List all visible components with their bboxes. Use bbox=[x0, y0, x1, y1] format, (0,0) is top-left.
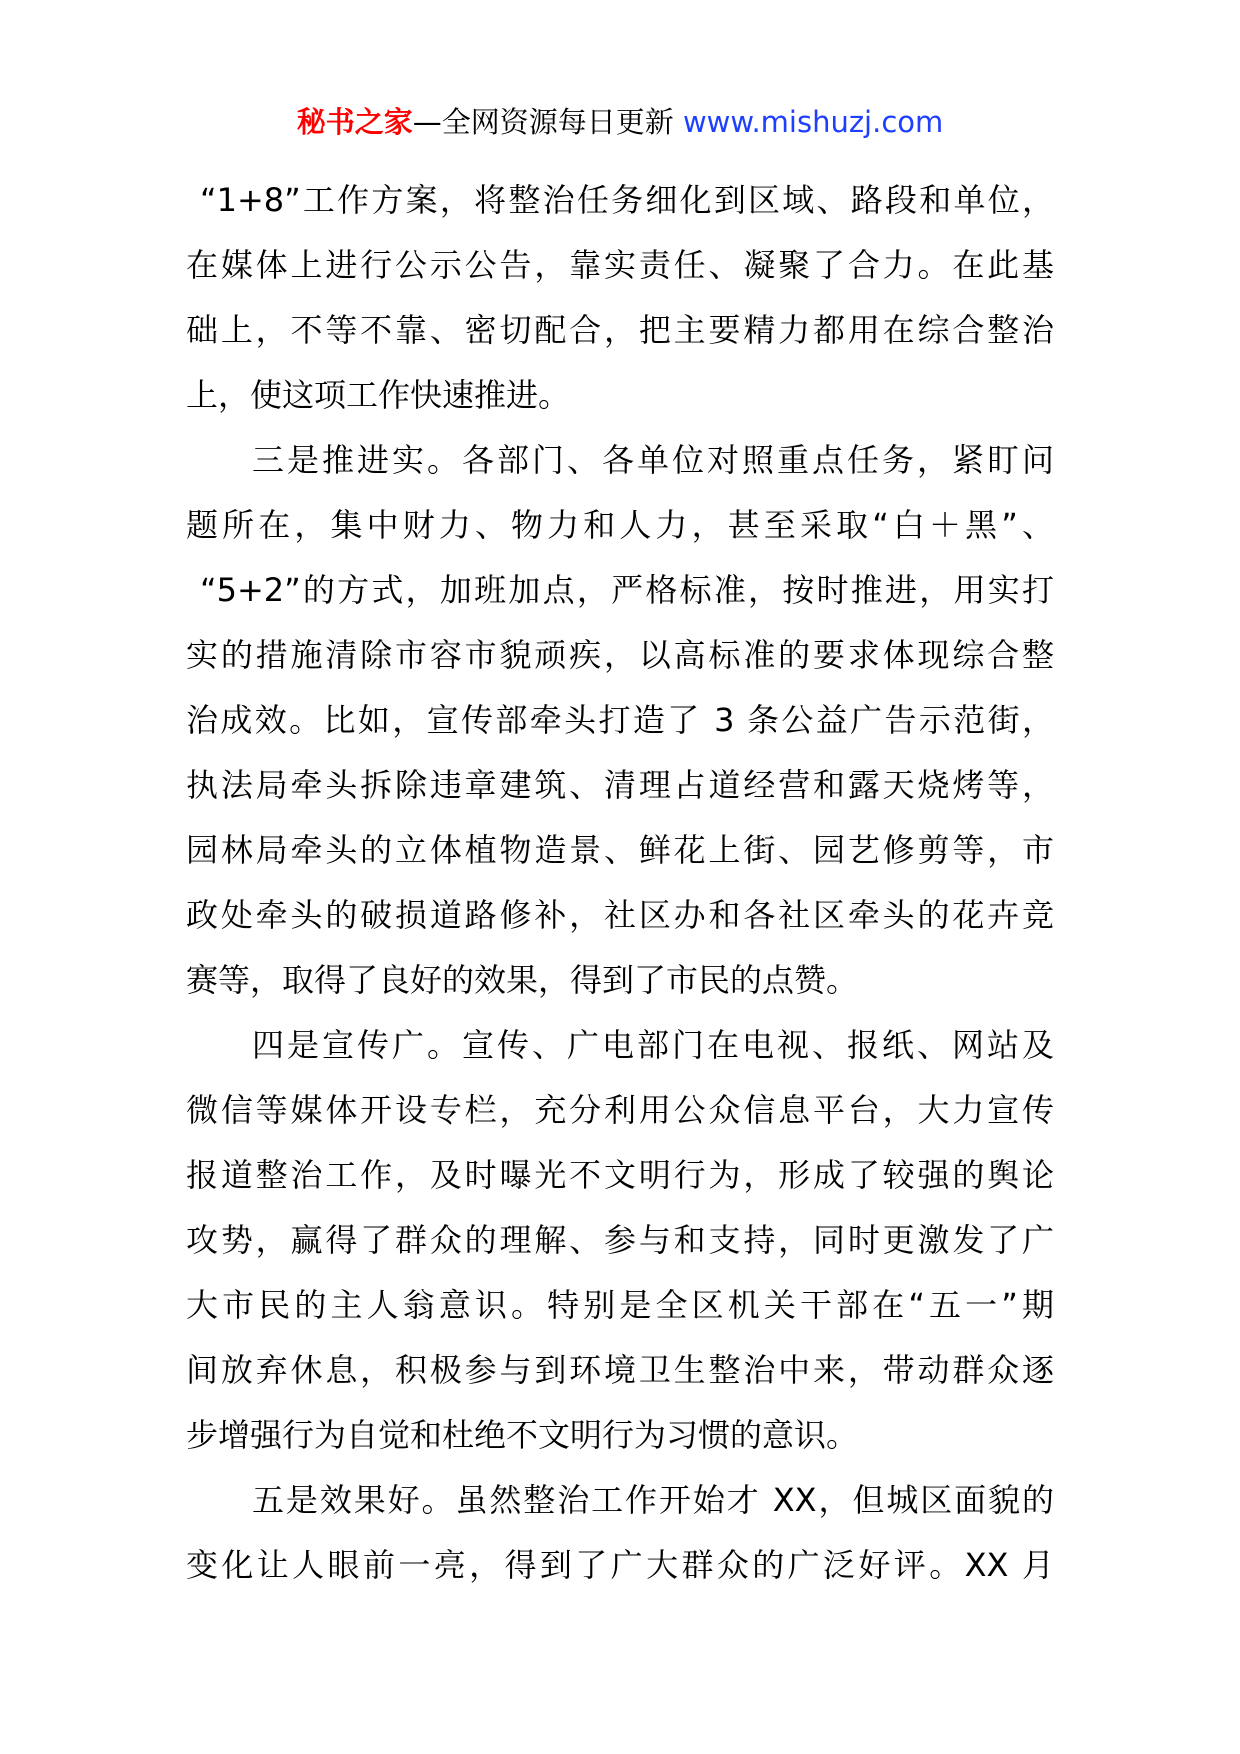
text-line: 微信等媒体开设专栏，充分利用公众信息平台，大力宣传 bbox=[186, 1091, 1054, 1129]
text-line: 础上，不等不靠、密切配合，把主要精力都用在综合整治 bbox=[186, 311, 1054, 349]
text-line: 在媒体上进行公示公告，靠实责任、凝聚了合力。在此基 bbox=[186, 246, 1054, 284]
text-line: 步增强行为自觉和杜绝不文明行为习惯的意识。 bbox=[186, 1416, 859, 1454]
site-url-link[interactable]: www.mishuzj.com bbox=[682, 105, 944, 139]
text-line: 间放弃休息，积极参与到环境卫生整治中来，带动群众逐 bbox=[186, 1351, 1054, 1389]
paragraph-start-line: 四是宣传广。宣传、广电部门在电视、报纸、网站及 bbox=[252, 1026, 1054, 1064]
text-line: 执法局牵头拆除违章建筑、清理占道经营和露天烧烤等， bbox=[186, 766, 1054, 804]
site-brand: 秘书之家 bbox=[296, 105, 413, 139]
text-line: 上，使这项工作快速推进。 bbox=[186, 376, 571, 414]
site-header bbox=[0, 100, 1240, 144]
text-line: 实的措施清除市容市貌顽疾，以高标准的要求体现综合整 bbox=[186, 636, 1054, 674]
text-line: 题所在，集中财力、物力和人力，甚至采取“白＋黑”、 bbox=[186, 506, 1054, 544]
text-line: 政处牵头的破损道路修补，社区办和各社区牵头的花卉竞 bbox=[186, 896, 1054, 934]
text-line: 赛等，取得了良好的效果，得到了市民的点赞。 bbox=[186, 961, 859, 999]
text-line: 园林局牵头的立体植物造景、鲜花上街、园艺修剪等，市 bbox=[186, 831, 1054, 869]
site-tagline: —全网资源每日更新 bbox=[412, 105, 674, 139]
text-line: 大市民的主人翁意识。特别是全区机关干部在“五一”期 bbox=[186, 1286, 1054, 1324]
paragraph-start-line: 五是效果好。虽然整治工作开始才 XX，但城区面貌的 bbox=[252, 1481, 1054, 1519]
text-line: “5+2”的方式，加班加点，严格标准，按时推进，用实打 bbox=[200, 571, 1054, 609]
text-line: “1+8”工作方案，将整治任务细化到区域、路段和单位， bbox=[200, 181, 1054, 219]
text-line: 治成效。比如，宣传部牵头打造了 3 条公益广告示范街， bbox=[186, 701, 1054, 739]
text-line: 报道整治工作，及时曝光不文明行为，形成了较强的舆论 bbox=[186, 1156, 1054, 1194]
text-line: 变化让人眼前一亮，得到了广大群众的广泛好评。XX 月 bbox=[186, 1546, 1054, 1584]
text-line: 攻势，赢得了群众的理解、参与和支持，同时更激发了广 bbox=[186, 1221, 1054, 1259]
paragraph-start-line: 三是推进实。各部门、各单位对照重点任务，紧盯问 bbox=[252, 441, 1054, 479]
document-body bbox=[186, 168, 1054, 1598]
